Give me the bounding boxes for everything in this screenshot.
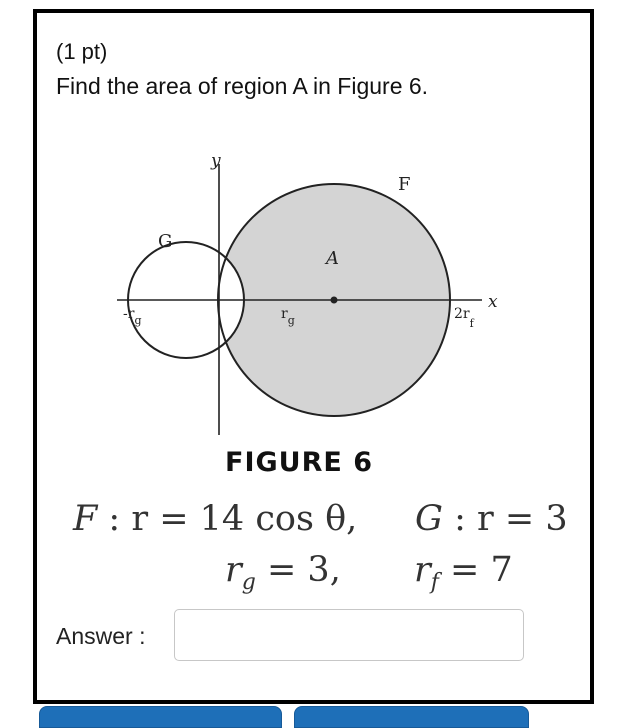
answer-label: Answer : bbox=[56, 623, 146, 649]
tick-neg-rg: $-r_g$ bbox=[123, 306, 142, 327]
equation-rg bbox=[225, 550, 341, 595]
eq-g-rhs: r = 3 bbox=[477, 499, 568, 539]
center-dot bbox=[331, 297, 338, 304]
tick-rg: $r_g$ bbox=[281, 306, 295, 327]
answer-input[interactable] bbox=[174, 609, 524, 661]
figure-caption: FIGURE 6 bbox=[225, 447, 373, 478]
question-text: Find the area of region A in Figure 6. bbox=[56, 73, 429, 99]
eq-f-rhs: r = 14 cos θ, bbox=[131, 499, 358, 539]
label-a: A bbox=[326, 248, 339, 269]
eq-rg-var: r bbox=[225, 550, 242, 590]
problem-box bbox=[33, 9, 594, 704]
equation-f: F : r = 14 cos θ, bbox=[73, 499, 358, 539]
eq-rg-sub: g bbox=[241, 570, 256, 595]
y-axis-label: y bbox=[211, 151, 221, 171]
preview-button[interactable] bbox=[294, 706, 529, 728]
equation-rf bbox=[414, 550, 513, 595]
eq-rf-sub: f bbox=[430, 570, 439, 595]
points-label: (1 pt) bbox=[56, 39, 108, 64]
figure-6-diagram bbox=[37, 13, 590, 483]
label-g: G bbox=[158, 231, 173, 252]
submit-button[interactable] bbox=[39, 706, 282, 728]
x-axis-label: x bbox=[488, 292, 498, 312]
eq-rg-rhs: = 3, bbox=[266, 550, 341, 590]
eq-f-name: F bbox=[73, 499, 98, 539]
label-f: F bbox=[398, 174, 411, 195]
equation-g: G : r = 3 bbox=[415, 499, 568, 539]
tick-2rf: $2r_f$ bbox=[454, 306, 474, 330]
eq-rf-rhs: = 7 bbox=[450, 550, 513, 590]
eq-g-name: G bbox=[415, 499, 443, 539]
eq-rf-var: r bbox=[414, 550, 431, 590]
